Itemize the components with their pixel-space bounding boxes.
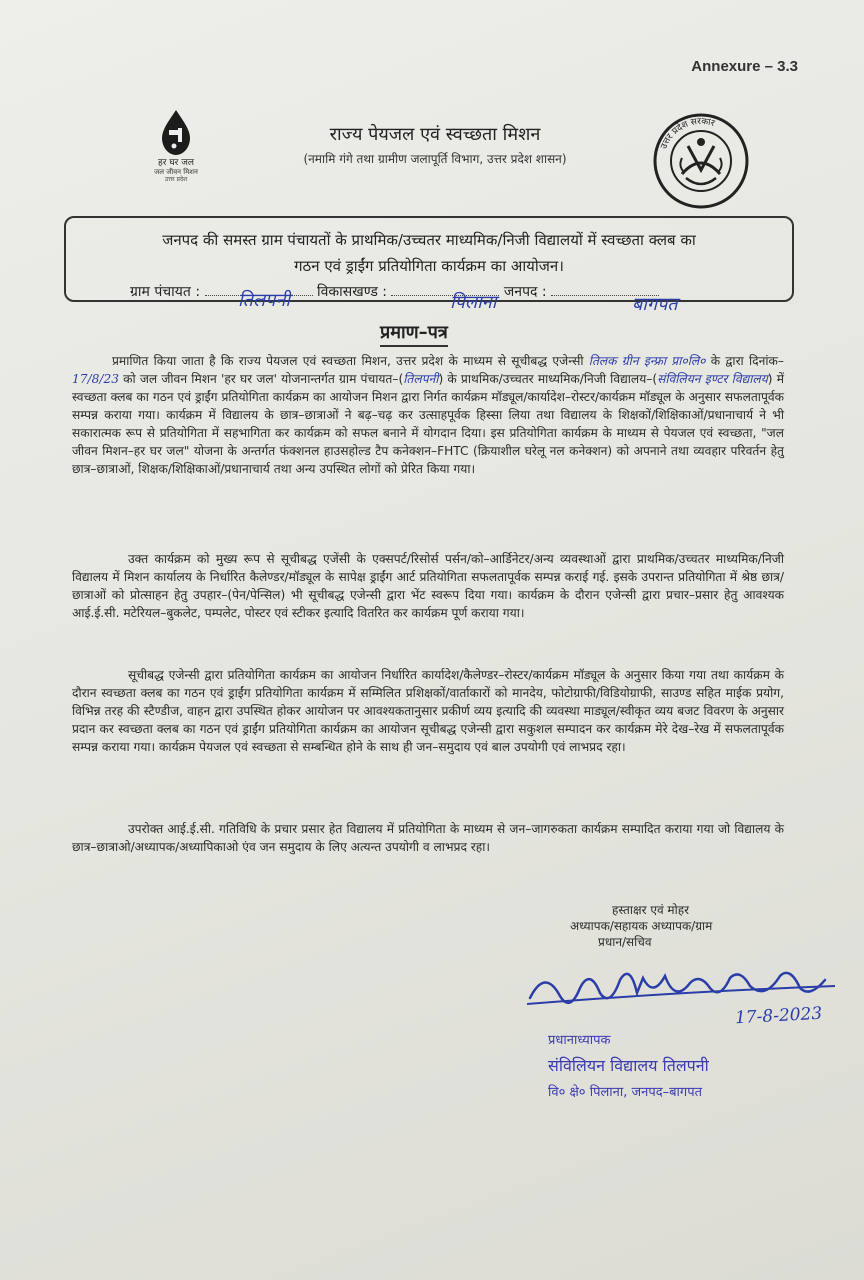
up-govt-emblem [652,112,750,214]
emblem-ring-text: उत्तर प्रदेश सरकार [659,116,716,151]
janpad-label: जनपद : [503,284,547,300]
paragraph-4: उपरोक्त आई.ई.सी. गतिविधि के प्रचार प्रसार हेत विद्यालय में प्रतियोगिता के माध्यम से जन–जागरुकता कार्यक्रम सम्पादित कराया गया जो विद्यालय के छात्र–छात्राओ/अध्यापक/अध्यापिकाओ एंव जन समुदाय के लिए अत्यन्त उपयोगी व लाभप्रद रहा। [72,822,784,854]
stamp-address: वि० क्षे० पिलाना, जनपद–बागपत [548,1085,703,1100]
para1-text-c: को जल जीवन मिशन 'हर घर जल' योजनान्तर्गत ग्राम पंचायत–( [123,372,404,386]
organization-header [240,122,630,167]
program-title-line1: जनपद की समस्त ग्राम पंचायतों के प्राथमिक/उच्चतर माध्यमिक/निजी विद्यालयों में स्वच्छता क्लब का [162,231,696,249]
signature-seal-label: हस्ताक्षर एवं मोहर [612,903,690,917]
location-fields [130,282,659,301]
janpad-value: बागपत [632,294,678,315]
uttar-pradesh-state-emblem-icon [652,112,750,210]
organization-name: राज्य पेयजल एवं स्वच्छता मिशन [329,124,541,145]
signature-label-block [570,902,790,950]
para1-text-b: के द्वारा दिनांक– [710,354,784,368]
har-ghar-jal-logo [140,108,212,183]
para1-text-e: ) में स्वच्छता क्लब का गठन एवं ड्राईंग प्रतियोगिता कार्यक्रम का आयोजन मिशन द्वारा निर्गत कार्यक्रम मॉड्यूल/कार्यादेश–रोस्टर/कार्यक्रम मॉड्यूल के अनुसार सफलतापूर्वक सम्पन्न कराया गया। कार्यक्रम में विद्यालय के छात्र–छात्राओं ने बढ़–चढ़ कर उत्साहपूर्वक हिस्सा लिया तथा विद्यालय के शिक्षकों/शिक्षिकाओं/प्रधानाचार्य ने भी सकारात्मक रूप से प्रतियोगिता में सहभागिता कर कार्यक्रम को सफल बनाने में योगदान दिया। इस प्रतियोगिता कार्यक्रम के माध्यम से पेयजल एवं स्वच्छता, "जल जीवन मिशन–हर घर जल" योजना के अन्तर्गत फंक्शनल हाउसहोल्ड टैप कनेक्शन–FHTC (क्रियाशील घरेलू नल कनेक्शन) को अपनाने तथा व्यवहार परिवर्तन हेतु छात्र–छात्राओं, शिक्षक/शिक्षिकाओं/प्रधानाचार्य तथा अन्य उपस्थित लोगों को प्रेरित किया गया। [72,372,784,476]
school-stamp [548,1030,709,1100]
school-name-handwritten: संविलियन इण्टर विद्यालय [657,372,768,386]
program-date-handwritten: 17/8/23 [72,372,119,386]
logo-caption-har-ghar-jal: हर घर जल [158,158,194,168]
certificate-title: प्रमाण–पत्र [380,320,448,347]
water-tap-drop-icon [152,108,200,158]
village-handwritten: तिलपनी [403,372,439,386]
agency-name-handwritten: तिलक ग्रीन इन्फ्रा प्रा०लि० [588,354,706,368]
vikaskhand-value: पिलाना [450,292,497,313]
signatory-roles: अध्यापक/सहायक अध्यापक/ग्राम [570,919,713,933]
stamp-school-name: संविलियन विद्यालय तिलपनी [548,1056,709,1075]
paragraph-1 [72,352,784,478]
gram-panchayat-value: तिलपनी [238,290,291,311]
stamp-designation: प्रधानाध्यापक [548,1033,611,1048]
paragraph-3: सूचीबद्ध एजेन्सी द्वारा प्रतियोगिता कार्यक्रम का आयोजन निर्धारित कार्यादेश/कैलेण्डर–रोस्टर/कार्यक्रम मॉड्यूल के अनुसार किया गया तथा कार्यक्रम के दौरान स्वच्छता क्लब का गठन एवं ड्राईंग प्रतियोगिता कार्यक्रम में सम्मिलित प्रशिक्षकों/वार्ताकारों को मानदेय, फोटोग्राफी/विडियोग्राफी, साउण्ड सहित माईक प्रयोग, विभिन्न तरह की स्टैण्डीज, वाहन द्वारा उपस्थित होकर आयोजन पर आवश्यकतानुसार प्रकीर्ण व्यय इत्यादि की व्यवस्था माड्यूल/स्वीकृत व्यय बजट विवरण के अनुसार प्रदान कर स्वच्छता क्लब का गठन एवं ड्राईंग प्रतियोगिता कार्यक्रम का आयोजन सूचीबद्ध एजेन्सी द्वारा सकुशल सम्पादन कर कार्यक्रम मेरे देख–रेख में सफलतापूर्वक सम्पन्न कराया गया। कार्यक्रम पेयजल एवं स्वच्छता से सम्बन्धित होने के साथ ही जन–समुदाय एवं बाल उपयोगी एवं लाभप्रद रहा। [72,668,784,754]
signature-date: 17-8-2023 [734,1003,823,1029]
annexure-label: Annexure – 3.3 [691,58,798,75]
vikaskhand-label: विकासखण्ड : [317,284,388,300]
gram-panchayat-label: ग्राम पंचायत : [130,284,201,300]
organization-subtitle: (नमामि गंगे तथा ग्रामीण जलापूर्ति विभाग, उत्तर प्रदेश शासन) [303,152,567,166]
para1-text-d: ) के प्राथमिक/उच्चतर माध्यमिक/निजी विद्यालय–( [438,372,658,386]
logo-caption-jjm: जल जीवन मिशन [154,168,198,176]
program-title-line2: गठन एवं ड्राईंग प्रतियोगिता कार्यक्रम का आयोजन। [294,257,564,275]
para1-text-a: प्रमाणित किया जाता है कि राज्य पेयजल एवं स्वच्छता मिशन, उत्तर प्रदेश के माध्यम से सूचीबद्ध एजेन्सी [112,354,584,368]
signatory-roles-cont: प्रधान/सचिव [598,935,652,949]
paragraph-2: उक्त कार्यक्रम को मुख्य रूप से सूचीबद्ध एजेंसी के एक्सपर्ट/रिसोर्स पर्सन/को–आर्डिनेटर/अन्य व्यवस्थाओं द्वारा प्राथमिक/उच्चतर माध्यमिक/निजी विद्यालय में मिशन कार्यालय के निर्धारित कैलेण्डर/मॉड्यूल के सापेक्ष ड्राईंग आर्ट प्रतियोगिता सफलतापूर्वक सम्पन्न कराई गई. इसके उपरान्त प्रतियोगिता में श्रेष्ठ छात्र/छात्राओं को प्रोत्साहन हेतु उपहार–(पेन/पेन्सिल) भी सूचीबद्ध एजेन्सी द्वारा भेंट स्वरूप दिया गया। कार्यक्रम के दौरान एजेन्सी द्वारा प्रचार–प्रसार हेतु आवश्यक आई.ई.सी. मटेरियल–बुकलेट, पम्पलेट, पोस्टर एवं स्टीकर इत्यादि वितरित कर कार्यक्रम पूर्ण कराया गया। [72,552,784,620]
logo-caption-up: उत्तर प्रदेश [164,176,188,183]
